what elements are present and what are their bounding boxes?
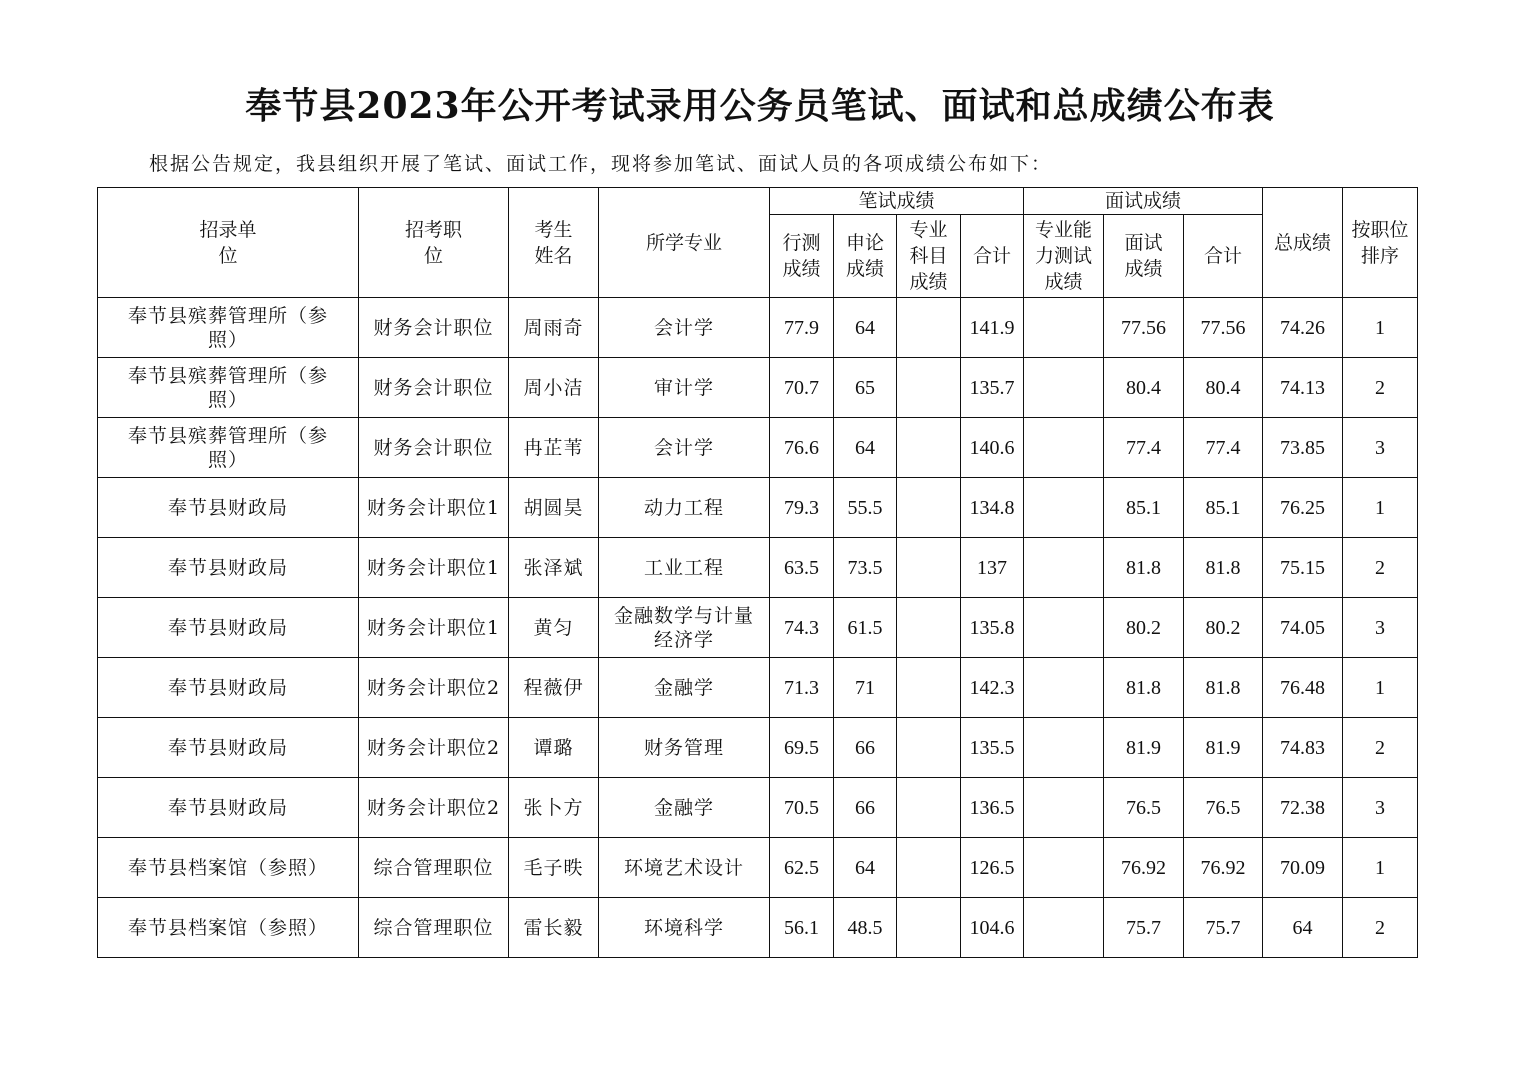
- cell-xingce: 70.7: [770, 358, 834, 418]
- cell-rank: 3: [1343, 418, 1418, 478]
- cell-xingce: 71.3: [770, 658, 834, 718]
- cell-position: 财务会计职位: [359, 298, 509, 358]
- cell-major: 环境科学: [599, 898, 770, 958]
- header-major: 所学专业: [599, 188, 770, 298]
- cell-ability-test: [1024, 478, 1104, 538]
- cell-unit: 奉节县档案馆（参照）: [98, 898, 359, 958]
- cell-xingce: 79.3: [770, 478, 834, 538]
- table-row: [98, 778, 1418, 838]
- cell-rank: 2: [1343, 358, 1418, 418]
- table-row: [98, 898, 1418, 958]
- cell-unit: 奉节县财政局: [98, 658, 359, 718]
- header-total: 总成绩: [1263, 188, 1343, 298]
- cell-unit: 奉节县殡葬管理所（参照）: [98, 358, 359, 418]
- cell-ability-test: [1024, 718, 1104, 778]
- header-xingce: 行测成绩: [770, 215, 834, 298]
- cell-rank: 1: [1343, 838, 1418, 898]
- cell-shenlun: 66: [834, 718, 897, 778]
- cell-name: 周雨奇: [509, 298, 599, 358]
- cell-written-total: 141.9: [961, 298, 1024, 358]
- cell-written-total: 104.6: [961, 898, 1024, 958]
- cell-written-total: 134.8: [961, 478, 1024, 538]
- cell-name: 谭璐: [509, 718, 599, 778]
- cell-xingce: 74.3: [770, 598, 834, 658]
- cell-ability-test: [1024, 358, 1104, 418]
- cell-major: 动力工程: [599, 478, 770, 538]
- cell-rank: 1: [1343, 658, 1418, 718]
- cell-shenlun: 65: [834, 358, 897, 418]
- cell-total: 73.85: [1263, 418, 1343, 478]
- cell-position: 财务会计职位2: [359, 658, 509, 718]
- cell-written-total: 135.8: [961, 598, 1024, 658]
- cell-rank: 2: [1343, 718, 1418, 778]
- cell-major: 工业工程: [599, 538, 770, 598]
- cell-position: 财务会计职位2: [359, 718, 509, 778]
- cell-position: 财务会计职位1: [359, 538, 509, 598]
- cell-ability-test: [1024, 658, 1104, 718]
- cell-major: 金融数学与计量经济学: [599, 598, 770, 658]
- cell-major: 金融学: [599, 658, 770, 718]
- header-ability-test: 专业能力测试成绩: [1024, 215, 1104, 298]
- cell-major: 环境艺术设计: [599, 838, 770, 898]
- table-row: [98, 658, 1418, 718]
- cell-total: 74.83: [1263, 718, 1343, 778]
- cell-interview-total: 77.4: [1184, 418, 1263, 478]
- cell-interview-total: 80.2: [1184, 598, 1263, 658]
- cell-professional-subject: [897, 778, 961, 838]
- cell-interview-score: 75.7: [1104, 898, 1184, 958]
- cell-shenlun: 73.5: [834, 538, 897, 598]
- cell-position: 财务会计职位: [359, 418, 509, 478]
- cell-interview-total: 77.56: [1184, 298, 1263, 358]
- cell-xingce: 62.5: [770, 838, 834, 898]
- cell-major: 会计学: [599, 298, 770, 358]
- cell-interview-score: 80.2: [1104, 598, 1184, 658]
- cell-written-total: 137: [961, 538, 1024, 598]
- cell-unit: 奉节县档案馆（参照）: [98, 838, 359, 898]
- cell-name: 毛子昳: [509, 838, 599, 898]
- cell-professional-subject: [897, 718, 961, 778]
- cell-professional-subject: [897, 658, 961, 718]
- cell-rank: 2: [1343, 898, 1418, 958]
- scores-table: [97, 187, 1418, 958]
- cell-ability-test: [1024, 838, 1104, 898]
- cell-major: 会计学: [599, 418, 770, 478]
- cell-major: 审计学: [599, 358, 770, 418]
- cell-ability-test: [1024, 538, 1104, 598]
- cell-major: 财务管理: [599, 718, 770, 778]
- cell-unit: 奉节县财政局: [98, 538, 359, 598]
- scores-body: [98, 298, 1418, 958]
- cell-interview-score: 81.8: [1104, 658, 1184, 718]
- cell-professional-subject: [897, 838, 961, 898]
- table-row: [98, 598, 1418, 658]
- cell-interview-total: 85.1: [1184, 478, 1263, 538]
- cell-rank: 3: [1343, 598, 1418, 658]
- table-row: [98, 358, 1418, 418]
- cell-total: 64: [1263, 898, 1343, 958]
- cell-name: 张泽斌: [509, 538, 599, 598]
- cell-rank: 3: [1343, 778, 1418, 838]
- intro-text: 根据公告规定，我县组织开展了笔试、面试工作，现将参加笔试、面试人员的各项成绩公布如下：: [149, 153, 1053, 175]
- cell-interview-score: 80.4: [1104, 358, 1184, 418]
- cell-name: 冉芷苇: [509, 418, 599, 478]
- cell-professional-subject: [897, 898, 961, 958]
- cell-position: 综合管理职位: [359, 838, 509, 898]
- cell-total: 74.26: [1263, 298, 1343, 358]
- cell-total: 75.15: [1263, 538, 1343, 598]
- header-unit: 招录单位: [98, 188, 359, 298]
- cell-unit: 奉节县殡葬管理所（参照）: [98, 298, 359, 358]
- cell-written-total: 140.6: [961, 418, 1024, 478]
- cell-position: 财务会计职位: [359, 358, 509, 418]
- cell-total: 76.48: [1263, 658, 1343, 718]
- cell-xingce: 63.5: [770, 538, 834, 598]
- cell-name: 张卜方: [509, 778, 599, 838]
- header-interview-total: 合计: [1184, 215, 1263, 298]
- header-row-groups: [98, 188, 1418, 215]
- header-shenlun: 申论成绩: [834, 215, 897, 298]
- cell-position: 综合管理职位: [359, 898, 509, 958]
- cell-shenlun: 71: [834, 658, 897, 718]
- cell-interview-total: 81.8: [1184, 658, 1263, 718]
- cell-interview-total: 76.5: [1184, 778, 1263, 838]
- cell-shenlun: 64: [834, 418, 897, 478]
- table-row: [98, 538, 1418, 598]
- cell-ability-test: [1024, 778, 1104, 838]
- header-position: 招考职位: [359, 188, 509, 298]
- cell-ability-test: [1024, 898, 1104, 958]
- cell-unit: 奉节县殡葬管理所（参照）: [98, 418, 359, 478]
- header-professional-subject: 专业科目成绩: [897, 215, 961, 298]
- cell-written-total: 135.7: [961, 358, 1024, 418]
- cell-interview-score: 76.5: [1104, 778, 1184, 838]
- table-row: [98, 298, 1418, 358]
- cell-shenlun: 55.5: [834, 478, 897, 538]
- table-row: [98, 718, 1418, 778]
- cell-xingce: 77.9: [770, 298, 834, 358]
- cell-interview-score: 76.92: [1104, 838, 1184, 898]
- cell-position: 财务会计职位1: [359, 598, 509, 658]
- cell-xingce: 56.1: [770, 898, 834, 958]
- cell-total: 76.25: [1263, 478, 1343, 538]
- cell-total: 74.13: [1263, 358, 1343, 418]
- header-interview-group: 面试成绩: [1024, 188, 1263, 215]
- cell-interview-total: 75.7: [1184, 898, 1263, 958]
- cell-professional-subject: [897, 598, 961, 658]
- cell-interview-total: 76.92: [1184, 838, 1263, 898]
- cell-major: 金融学: [599, 778, 770, 838]
- table-row: [98, 478, 1418, 538]
- cell-rank: 2: [1343, 538, 1418, 598]
- page-title: 奉节县2023年公开考试录用公务员笔试、面试和总成绩公布表: [245, 85, 1275, 127]
- cell-professional-subject: [897, 478, 961, 538]
- header-written-group: 笔试成绩: [770, 188, 1024, 215]
- cell-professional-subject: [897, 418, 961, 478]
- cell-rank: 1: [1343, 478, 1418, 538]
- cell-total: 72.38: [1263, 778, 1343, 838]
- cell-name: 黄匀: [509, 598, 599, 658]
- cell-unit: 奉节县财政局: [98, 778, 359, 838]
- cell-interview-total: 81.9: [1184, 718, 1263, 778]
- cell-rank: 1: [1343, 298, 1418, 358]
- cell-interview-score: 77.56: [1104, 298, 1184, 358]
- cell-interview-total: 80.4: [1184, 358, 1263, 418]
- cell-name: 胡圆昊: [509, 478, 599, 538]
- cell-unit: 奉节县财政局: [98, 718, 359, 778]
- cell-written-total: 136.5: [961, 778, 1024, 838]
- cell-written-total: 135.5: [961, 718, 1024, 778]
- cell-professional-subject: [897, 298, 961, 358]
- cell-ability-test: [1024, 418, 1104, 478]
- cell-name: 程薇伊: [509, 658, 599, 718]
- cell-position: 财务会计职位2: [359, 778, 509, 838]
- cell-name: 雷长毅: [509, 898, 599, 958]
- cell-unit: 奉节县财政局: [98, 598, 359, 658]
- cell-ability-test: [1024, 598, 1104, 658]
- cell-professional-subject: [897, 538, 961, 598]
- cell-shenlun: 48.5: [834, 898, 897, 958]
- cell-xingce: 76.6: [770, 418, 834, 478]
- cell-shenlun: 64: [834, 838, 897, 898]
- cell-total: 74.05: [1263, 598, 1343, 658]
- cell-interview-score: 77.4: [1104, 418, 1184, 478]
- cell-shenlun: 66: [834, 778, 897, 838]
- cell-unit: 奉节县财政局: [98, 478, 359, 538]
- header-interview-score: 面试成绩: [1104, 215, 1184, 298]
- header-written-total: 合计: [961, 215, 1024, 298]
- cell-interview-score: 81.8: [1104, 538, 1184, 598]
- header-name: 考生姓名: [509, 188, 599, 298]
- table-row: [98, 838, 1418, 898]
- cell-total: 70.09: [1263, 838, 1343, 898]
- cell-ability-test: [1024, 298, 1104, 358]
- cell-written-total: 142.3: [961, 658, 1024, 718]
- cell-name: 周小洁: [509, 358, 599, 418]
- cell-xingce: 70.5: [770, 778, 834, 838]
- table-row: [98, 418, 1418, 478]
- header-rank: 按职位排序: [1343, 188, 1418, 298]
- cell-shenlun: 61.5: [834, 598, 897, 658]
- cell-xingce: 69.5: [770, 718, 834, 778]
- cell-professional-subject: [897, 358, 961, 418]
- cell-interview-score: 81.9: [1104, 718, 1184, 778]
- cell-written-total: 126.5: [961, 838, 1024, 898]
- cell-interview-total: 81.8: [1184, 538, 1263, 598]
- cell-interview-score: 85.1: [1104, 478, 1184, 538]
- cell-shenlun: 64: [834, 298, 897, 358]
- cell-position: 财务会计职位1: [359, 478, 509, 538]
